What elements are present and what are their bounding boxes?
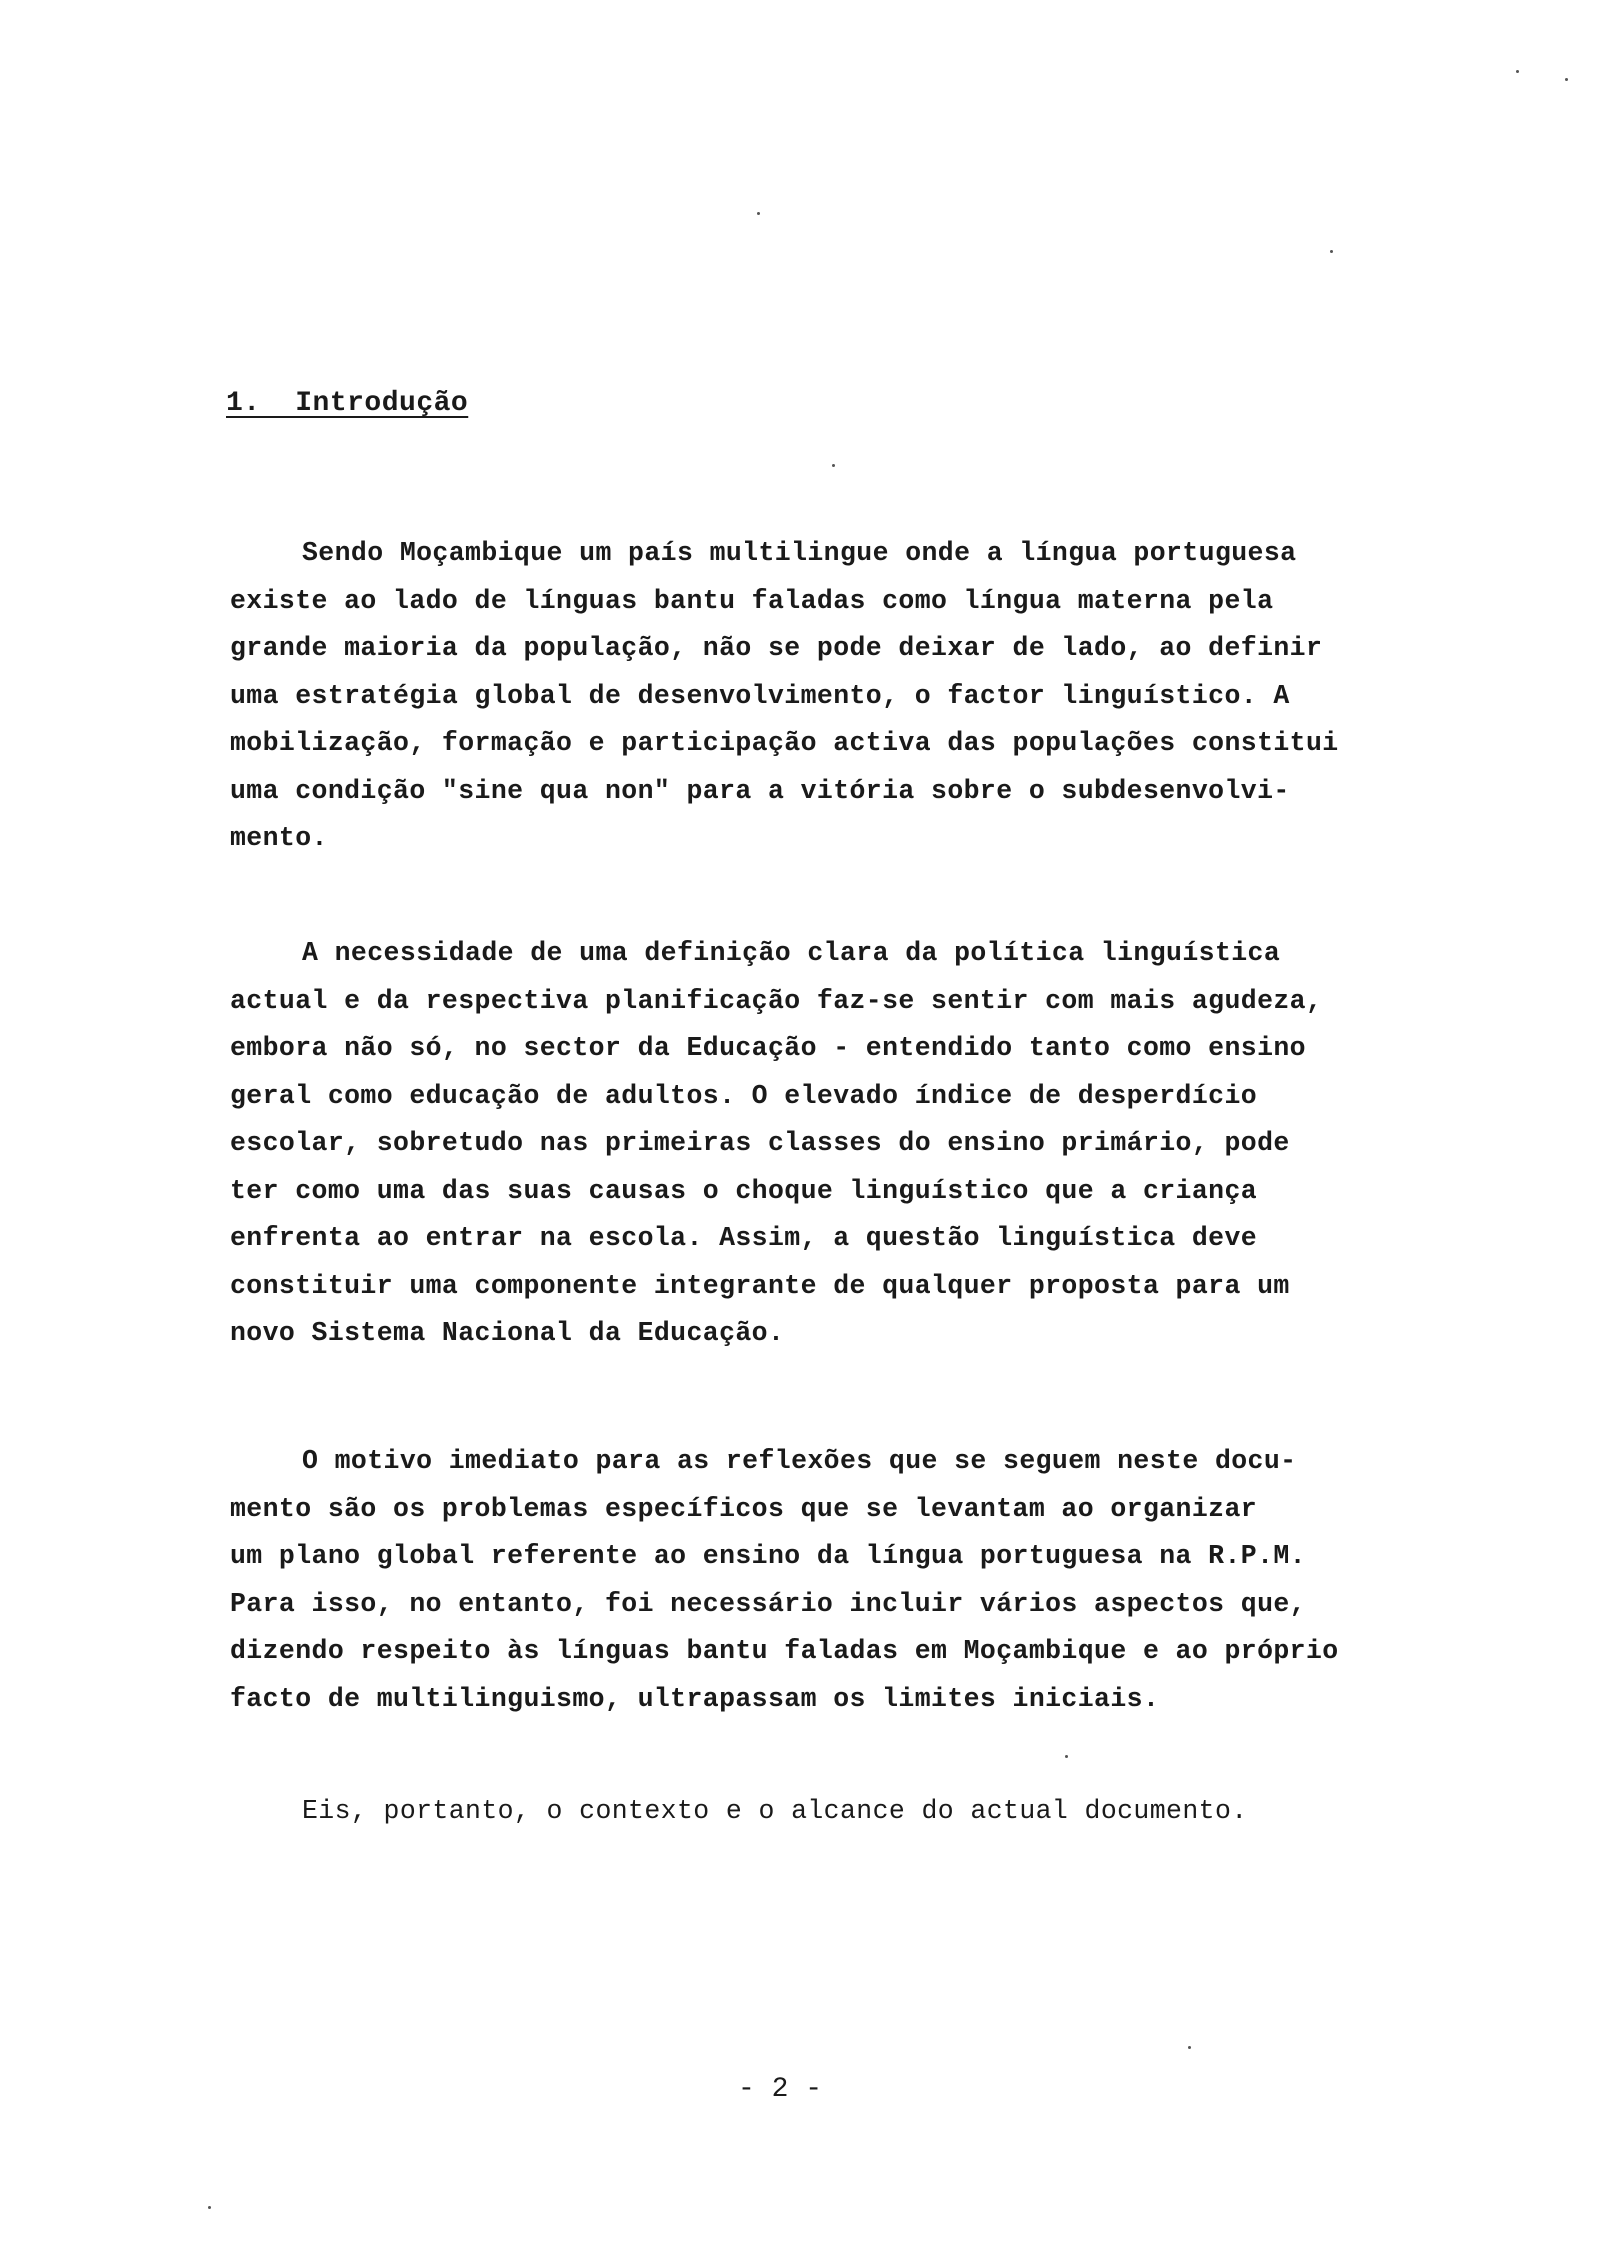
paragraph-line: uma estratégia global de desenvolvimento, o factor linguístico. A [230,680,1290,711]
section-heading: 1. Introdução [226,388,469,419]
paragraph-line: facto de multilinguismo, ultrapassam os limites iniciais. [230,1683,1160,1714]
paragraph-line: Eis, portanto, o contexto e o alcance do actual documento. [302,1796,1248,1826]
scan-speck [1330,250,1333,253]
paragraph-1 [230,530,1460,863]
paragraph-3 [230,1438,1460,1723]
paragraph-line: actual e da respectiva planificação faz-se sentir com mais agudeza, [230,985,1323,1016]
paragraph-line: embora não só, no sector da Educação - entendido tanto como ensino [230,1033,1306,1063]
scan-speck [1065,1755,1068,1758]
paragraph-line: novo Sistema Nacional da Educação. [230,1318,785,1348]
paragraph-line: ter como uma das suas causas o choque linguístico que a criança [230,1175,1258,1206]
paragraph-line: mento são os problemas específicos que se levantam ao organizar [230,1493,1258,1524]
paragraph-line: A necessidade de uma definição clara da política linguística [302,938,1281,968]
scan-speck [1565,78,1568,81]
paragraph-line: mobilização, formação e participação activa das populações constitui [230,728,1339,758]
paragraph-line: mento. [230,823,328,853]
paragraph-line: Sendo Moçambique um país multilingue onde a língua portuguesa [302,538,1297,568]
paragraph-line: Para isso, no entanto, foi necessário incluir vários aspectos que, [230,1588,1306,1619]
scan-speck [208,2206,211,2209]
paragraph-line: uma condição "sine qua non" para a vitória sobre o subdesenvolvi- [230,775,1290,806]
paragraph-line: grande maioria da população, não se pode deixar de lado, ao definir [230,633,1323,663]
paragraph-2 [230,930,1460,1358]
paragraph-line: geral como educação de adultos. O elevado índice de desperdício [230,1080,1258,1111]
paragraph-line: O motivo imediato para as reflexões que se seguem neste docu- [302,1446,1297,1476]
paragraph-line: enfrenta ao entrar na escola. Assim, a questão linguística deve [230,1223,1258,1253]
scan-speck [1188,2046,1191,2049]
page-number: - 2 - [737,2074,822,2105]
paragraph-line: existe ao lado de línguas bantu faladas como língua materna pela [230,585,1274,616]
paragraph-line: um plano global referente ao ensino da língua portuguesa na R.P.M. [230,1541,1306,1571]
scan-speck [1516,70,1519,73]
paragraph-line: constituir uma componente integrante de qualquer proposta para um [230,1270,1290,1301]
scan-speck [757,212,760,215]
paragraph-line: dizendo respeito às línguas bantu faladas em Moçambique e ao próprio [230,1636,1339,1666]
scan-speck [832,464,835,467]
paragraph-4 [230,1788,1460,1836]
paragraph-line: escolar, sobretudo nas primeiras classes do ensino primário, pode [230,1128,1290,1158]
